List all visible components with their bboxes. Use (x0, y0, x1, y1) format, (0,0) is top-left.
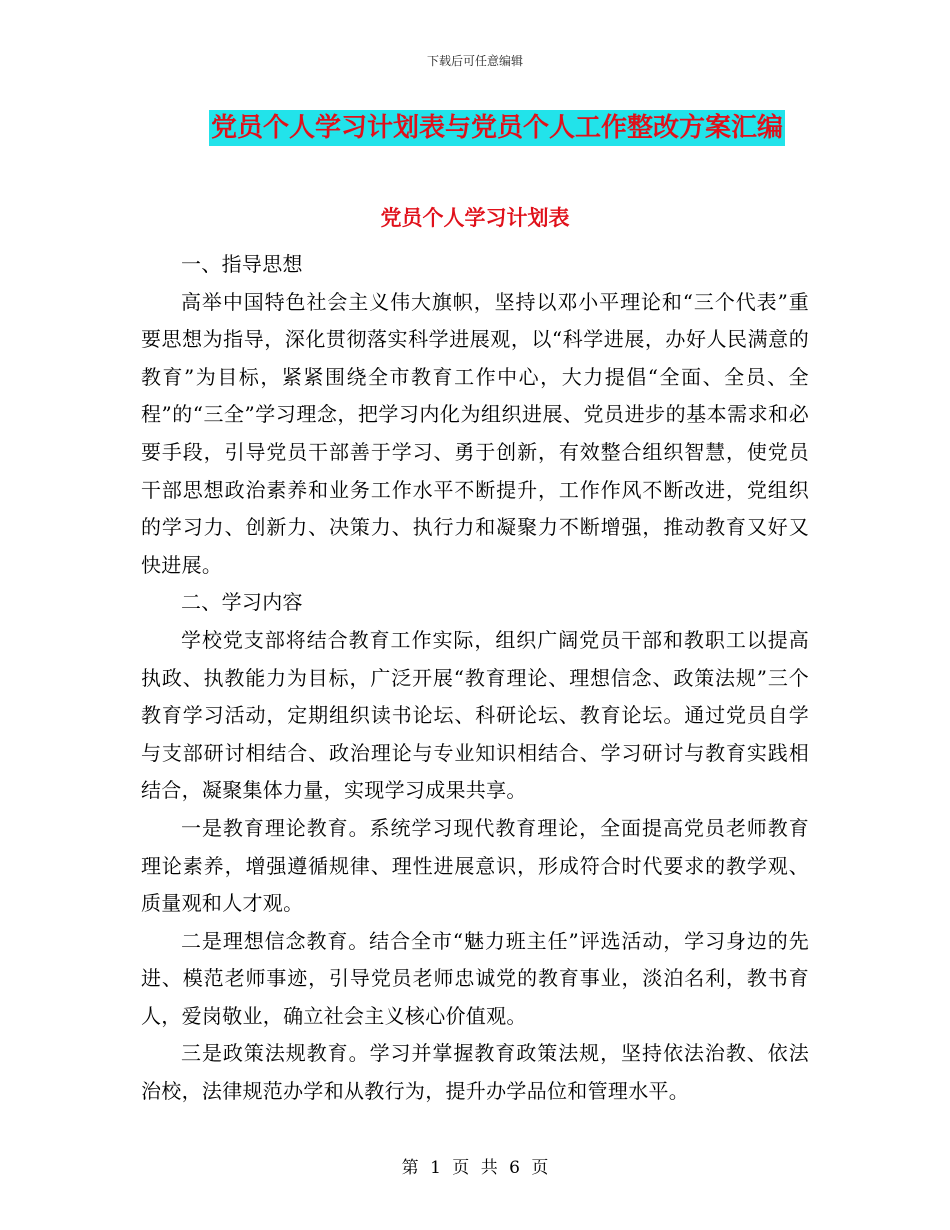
heading-study-content: 二、学习内容 (181, 590, 303, 615)
document-body (141, 246, 809, 1111)
paragraph: 三是政策法规教育。学习并掌握教育政策法规，坚持依法治教、依法治校，法律规范办学和从教行为，提升办学品位和管理水平。 (141, 1041, 809, 1104)
paragraph: 高举中国特色社会主义伟大旗帜，坚持以邓小平理论和“三个代表”重要思想为指导，深化贯彻落实科学进展观，以“科学进展，办好人民满意的教育”为目标，紧紧围绕全市教育工作中心，大力提倡“全面、全员、全程”的“三全”学习理念，把学习内化为组织进展、党员进步的基本需求和必要手段，引导党员干部善于学习、勇于创新，有效整合组织智慧，使党员干部思想政治素养和业务工作水平不断提升，工作作风不断改进，党组织的学习力、创新力、决策力、执行力和凝聚力不断增强，推动教育又好又快进展。 (141, 289, 809, 577)
document-title-block (0, 110, 950, 146)
heading-guiding-ideology: 一、指导思想 (181, 252, 303, 276)
paragraph: 一是教育理论教育。系统学习现代教育理论，全面提高党员老师教育理论素养，增强遵循规律、理性进展意识，形成符合时代要求的教学观、质量观和人才观。 (141, 815, 809, 916)
paragraph: 学校党支部将结合教育工作实际，组织广阔党员干部和教职工以提高执政、执教能力为目标，广泛开展“教育理论、理想信念、政策法规”三个教育学习活动，定期组织读书论坛、科研论坛、教育论坛。通过党员自学与支部研讨相结合、政治理论与专业知识相结合、学习研讨与教育实践相结合，凝聚集体力量，实现学习成果共享。 (141, 627, 809, 803)
header-note: 下载后可任意编辑 (426, 54, 523, 68)
section-title: 党员个人学习计划表 (380, 205, 570, 230)
page-footer: 第 1 页 共 6 页 (401, 1158, 549, 1178)
paragraph: 二是理想信念教育。结合全市“魅力班主任”评选活动，学习身边的先进、模范老师事迹，引导党员老师忠诚党的教育事业，淡泊名利，教书育人，爱岗敬业，确立社会主义核心价值观。 (141, 928, 809, 1028)
document-title: 党员个人学习计划表与党员个人工作整改方案汇编 (209, 110, 785, 146)
